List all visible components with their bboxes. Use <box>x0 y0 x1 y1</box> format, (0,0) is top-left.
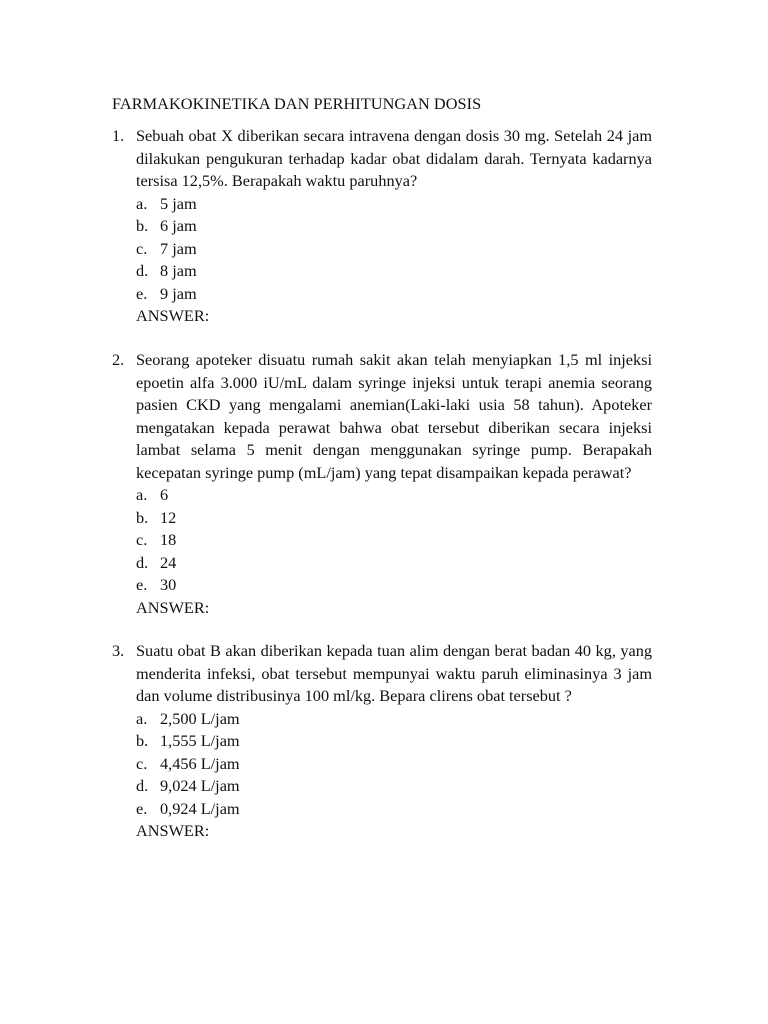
question-stem <box>112 640 652 708</box>
option-text: 6 jam <box>160 216 197 235</box>
option-letter: b. <box>136 216 149 235</box>
option-letter: e. <box>136 283 148 303</box>
option-letter: c. <box>136 753 148 773</box>
option-text: 9 jam <box>160 283 197 303</box>
option-text: 9,024 L/jam <box>160 776 240 795</box>
question-stem <box>112 125 652 193</box>
question-number: 2. <box>112 350 125 369</box>
option-letter: e. <box>136 798 148 818</box>
option-c <box>112 753 652 776</box>
option-letter: a. <box>136 193 148 213</box>
option-e <box>112 798 652 821</box>
answer-label: ANSWER: <box>136 821 210 840</box>
option-b <box>112 215 652 238</box>
option-d <box>112 260 652 283</box>
option-list <box>112 484 652 597</box>
option-text: 12 <box>160 507 177 527</box>
option-a <box>112 193 652 216</box>
option-text: 18 <box>160 530 177 549</box>
question-text: Suatu obat B akan diberikan kepada tuan alim dengan berat badan 40 kg, yang menderita infeksi, obat tersebut mempunyai waktu paruh eliminasinya 3 jam dan volume distribusinya 100 ml/kg. Bepara clirens obat tersebut ? <box>136 641 652 705</box>
option-text: 24 <box>160 552 177 572</box>
option-letter: a. <box>136 708 148 728</box>
option-text: 2,500 L/jam <box>160 708 240 728</box>
option-c <box>112 529 652 552</box>
question-1 <box>112 125 652 328</box>
option-text: 8 jam <box>160 261 197 280</box>
option-text: 1,555 L/jam <box>160 731 240 750</box>
option-b <box>112 730 652 753</box>
question-text: Seorang apoteker disuatu rumah sakit akan telah menyiapkan 1,5 ml injeksi epoetin alfa 3.000 iU/mL dalam syringe injeksi untuk terapi anemia seorang pasien CKD yang mengalami anemian(Laki-laki usia 58 tahun). Apoteker mengatakan kepada perawat bahwa obat tersebut diberikan secara injeksi lambat selama 5 menit dengan menggunakan syringe pump. Berapakah kecepatan syringe pump (mL/jam) yang tepat disampaikan kepada perawat? <box>136 350 652 482</box>
option-a <box>112 484 652 507</box>
answer-label: ANSWER: <box>136 597 210 617</box>
option-letter: d. <box>136 552 149 572</box>
option-text: 6 <box>160 485 169 504</box>
question-number: 3. <box>112 641 125 660</box>
option-list <box>112 193 652 306</box>
option-b <box>112 507 652 530</box>
question-3 <box>112 640 652 843</box>
option-text: 5 jam <box>160 193 197 213</box>
option-letter: d. <box>136 776 149 795</box>
option-letter: b. <box>136 507 149 527</box>
option-c <box>112 238 652 261</box>
document-title: FARMAKOKINETIKA DAN PERHITUNGAN DOSIS <box>112 94 482 113</box>
question-number: 1. <box>112 126 125 145</box>
option-d <box>112 775 652 798</box>
option-text: 4,456 L/jam <box>160 753 240 773</box>
option-a <box>112 708 652 731</box>
option-text: 30 <box>160 575 177 594</box>
option-letter: a. <box>136 485 148 504</box>
option-letter: d. <box>136 261 149 280</box>
option-letter: c. <box>136 238 148 258</box>
option-list <box>112 708 652 821</box>
question-stem <box>112 349 652 484</box>
question-2 <box>112 349 652 619</box>
question-text: Sebuah obat X diberikan secara intravena dengan dosis 30 mg. Setelah 24 jam dilakukan pengukuran terhadap kadar obat didalam darah. Ternyata kadarnya tersisa 12,5%. Berapakah waktu paruhnya? <box>136 126 652 190</box>
option-letter: c. <box>136 530 148 549</box>
option-letter: e. <box>136 575 148 594</box>
option-letter: b. <box>136 731 149 750</box>
option-e <box>112 574 652 597</box>
answer-label: ANSWER: <box>136 306 210 325</box>
option-text: 7 jam <box>160 238 197 258</box>
option-e <box>112 283 652 306</box>
option-d <box>112 552 652 575</box>
option-text: 0,924 L/jam <box>160 798 240 818</box>
